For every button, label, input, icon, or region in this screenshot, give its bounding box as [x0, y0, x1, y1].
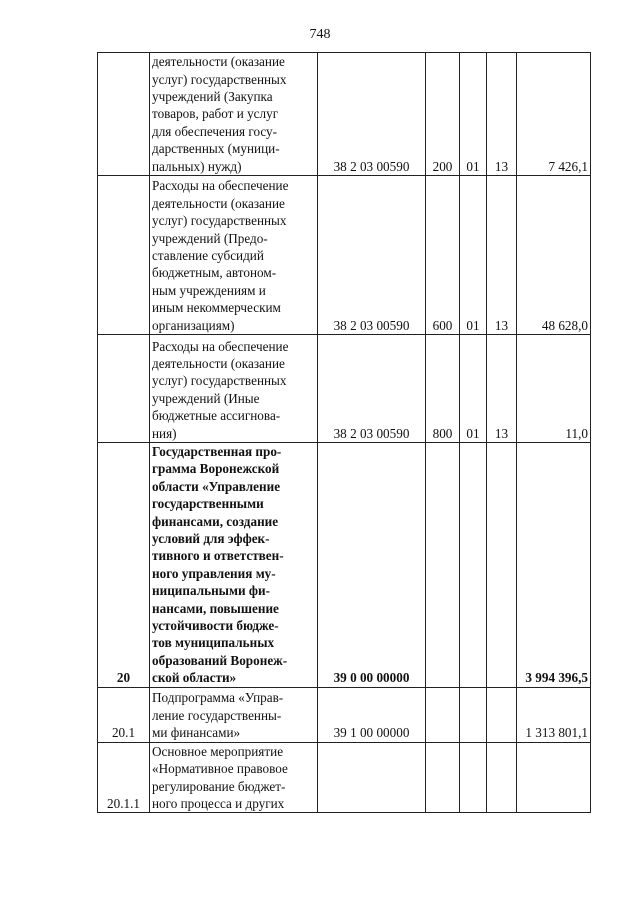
expense-name-line: дарственных (муници- [152, 141, 280, 157]
subsection-cell [487, 443, 517, 688]
expense-name-line: товаров, работ и услуг [152, 106, 279, 122]
section-cell [460, 443, 487, 688]
expense-name-line: услуг) государственных [152, 71, 287, 87]
expense-name-line: регулирование бюджет- [152, 778, 286, 794]
expense-type-cell [426, 742, 460, 813]
expense-name-line: ного управления му- [152, 565, 276, 581]
expense-name-line: тивного и ответствен- [152, 548, 284, 564]
expense-name-line: организациям) [152, 317, 235, 333]
expense-name-line: услуг) государственных [152, 373, 287, 389]
expense-name-line: учреждений (Предо- [152, 230, 268, 246]
expense-name-cell [150, 742, 318, 813]
expense-name-line: ставление субсидий [152, 247, 264, 263]
expense-name-line: деятельности (оказание [152, 195, 285, 211]
expense-type-cell: 600 [426, 176, 460, 335]
amount-cell: 3 994 396,5 [517, 443, 591, 688]
row-number-cell [98, 335, 150, 443]
target-article-code-cell: 38 2 03 00590 [318, 176, 426, 335]
subsection-cell: 13 [487, 176, 517, 335]
table-row [98, 176, 591, 335]
expense-name-line: пальных) нужд) [152, 158, 242, 174]
expense-name-line: ниципальными фи- [152, 583, 270, 599]
expense-name-line: тов муниципальных [152, 635, 275, 651]
amount-cell: 48 628,0 [517, 176, 591, 335]
table-row [98, 53, 591, 176]
expense-name-line: Расходы на обеспечение [152, 338, 289, 354]
target-article-code-cell: 39 0 00 00000 [318, 443, 426, 688]
expense-name-line: услуг) государственных [152, 213, 287, 229]
subsection-cell: 13 [487, 335, 517, 443]
expense-name-line: ми финансами» [152, 725, 241, 741]
section-cell [460, 687, 487, 742]
budget-table [97, 52, 591, 813]
table-row [98, 335, 591, 443]
expense-name-line: для обеспечения госу- [152, 123, 278, 139]
expense-name-line: учреждений (Иные [152, 390, 260, 406]
target-article-code-cell: 39 1 00 00000 [318, 687, 426, 742]
subsection-cell [487, 687, 517, 742]
expense-name-cell [150, 53, 318, 176]
subsection-cell: 13 [487, 53, 517, 176]
row-number-cell: 20.1.1 [98, 742, 150, 813]
expense-name-line: Расходы на обеспечение [152, 178, 289, 194]
expense-name-cell [150, 335, 318, 443]
amount-cell [517, 742, 591, 813]
subsection-cell [487, 742, 517, 813]
expense-name-line: ния) [152, 425, 177, 441]
expense-name-line: ным учреждениям и [152, 282, 266, 298]
table-row [98, 687, 591, 742]
table-row [98, 443, 591, 688]
section-cell: 01 [460, 53, 487, 176]
expense-type-cell: 800 [426, 335, 460, 443]
expense-name-line: ление государственны- [152, 707, 282, 723]
expense-name-line: нансами, повышение [152, 600, 279, 616]
expense-name-line: устойчивости бюдже- [152, 618, 279, 634]
expense-name-line: бюджетные ассигнова- [152, 408, 281, 424]
expense-name-line: деятельности (оказание [152, 355, 285, 371]
row-number-cell: 20.1 [98, 687, 150, 742]
expense-name-line: ской области» [152, 670, 237, 686]
amount-cell: 11,0 [517, 335, 591, 443]
expense-name-line: учреждений (Закупка [152, 88, 273, 104]
row-number-cell [98, 53, 150, 176]
expense-name-line: Подпрограмма «Управ- [152, 690, 284, 706]
expense-name-line: грамма Воронежской [152, 461, 280, 477]
amount-cell: 7 426,1 [517, 53, 591, 176]
section-cell: 01 [460, 335, 487, 443]
expense-name-line: государственными [152, 496, 264, 512]
row-number-cell: 20 [98, 443, 150, 688]
section-cell: 01 [460, 176, 487, 335]
table-row [98, 742, 591, 813]
expense-name-line: Основное мероприятие [152, 743, 284, 759]
expense-type-cell: 200 [426, 53, 460, 176]
budget-table-body [98, 53, 591, 813]
target-article-code-cell: 38 2 03 00590 [318, 335, 426, 443]
amount-cell: 1 313 801,1 [517, 687, 591, 742]
expense-name-cell [150, 443, 318, 688]
expense-name-line: образований Воронеж- [152, 652, 288, 668]
expense-name-line: иным некоммерческим [152, 300, 281, 316]
expense-name-line: «Нормативное правовое [152, 761, 288, 777]
expense-name-line: финансами, создание [152, 513, 279, 529]
expense-name-cell [150, 176, 318, 335]
row-number-cell [98, 176, 150, 335]
expense-type-cell [426, 443, 460, 688]
target-article-code-cell [318, 742, 426, 813]
expense-name-line: ного процесса и других [152, 795, 285, 811]
expense-name-line: области «Управление [152, 478, 281, 494]
expense-name-line: Государственная про- [152, 444, 282, 459]
target-article-code-cell: 38 2 03 00590 [318, 53, 426, 176]
expense-type-cell [426, 687, 460, 742]
page-number: 748 [309, 27, 331, 42]
expense-name-line: деятельности (оказание [152, 54, 285, 70]
section-cell [460, 742, 487, 813]
expense-name-line: условий для эффек- [152, 531, 270, 547]
expense-name-cell [150, 687, 318, 742]
expense-name-line: бюджетным, автоном- [152, 265, 277, 281]
